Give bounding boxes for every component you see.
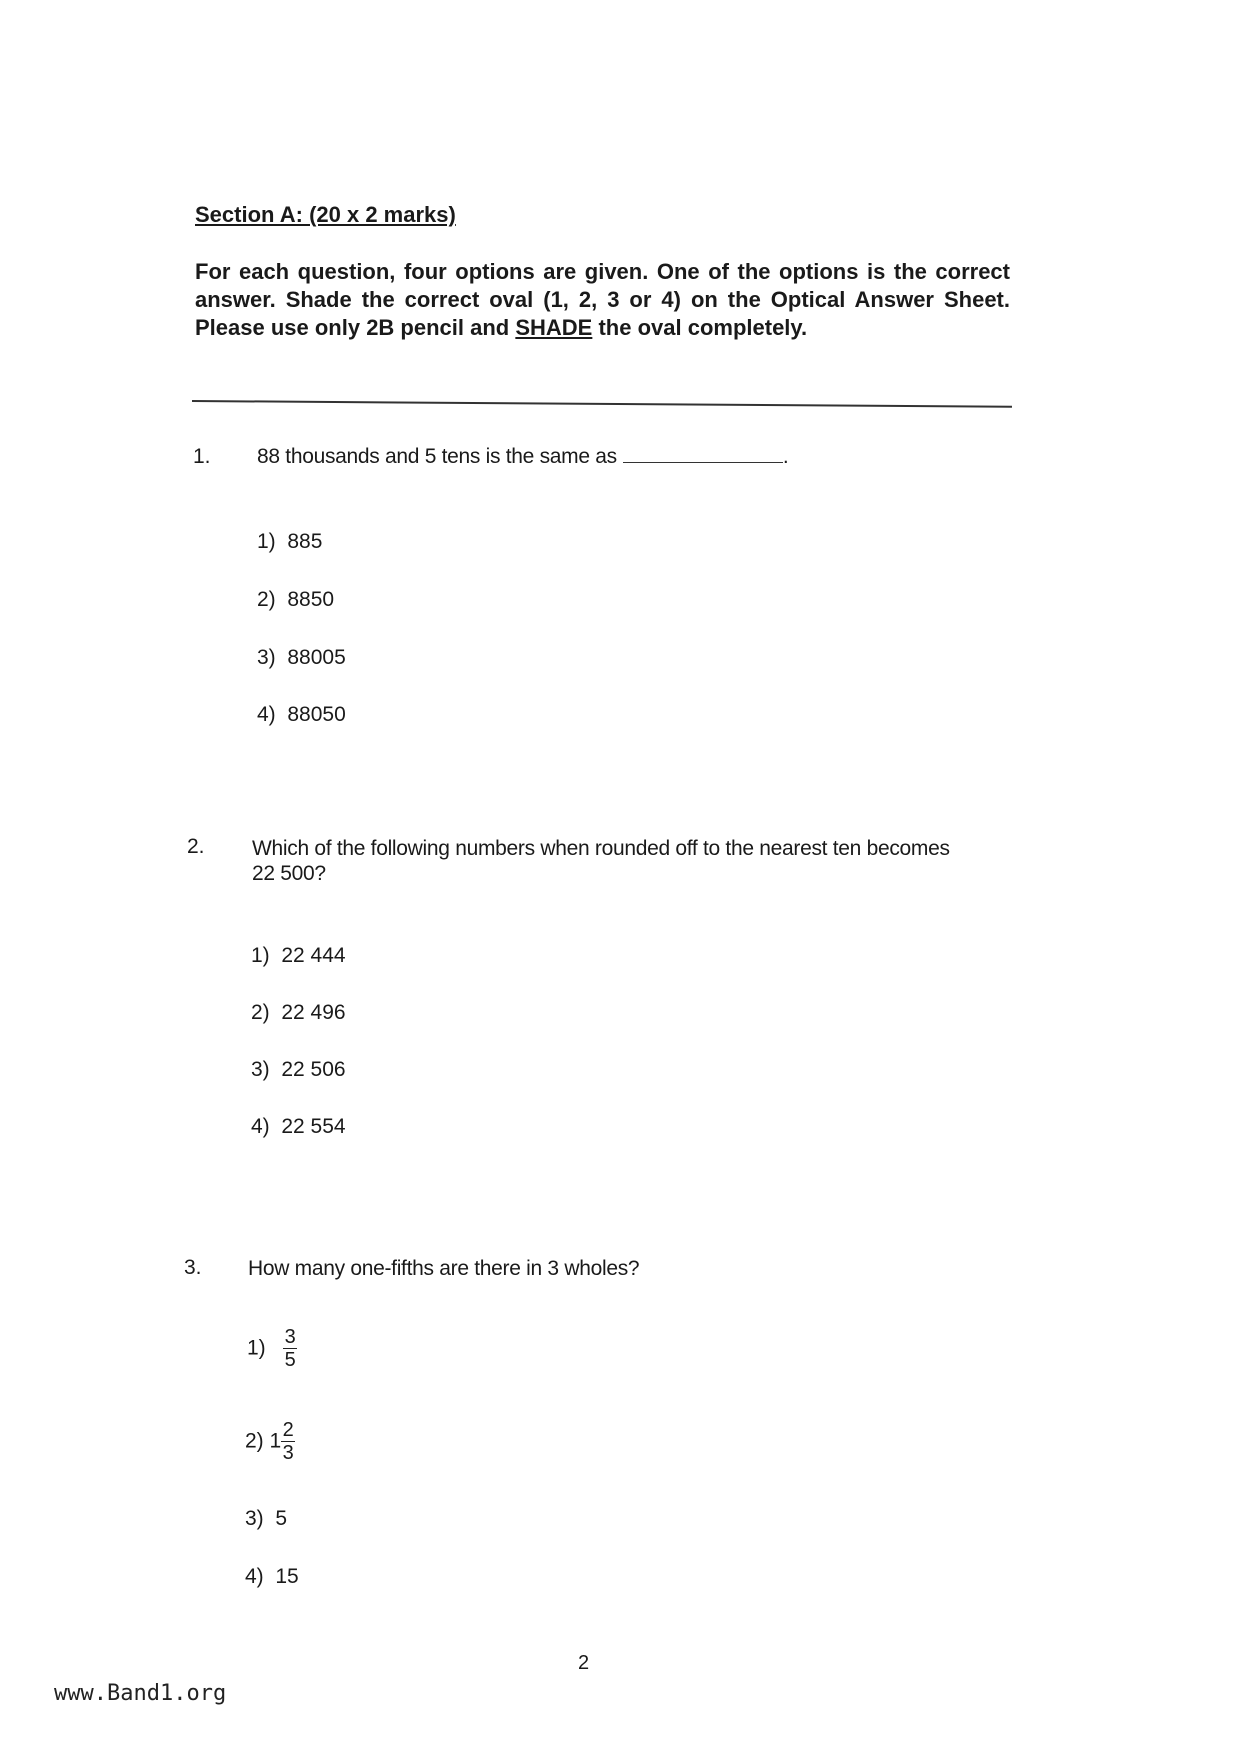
answer-blank <box>623 462 783 463</box>
watermark-url: www.Band1.org <box>54 1681 227 1706</box>
option-value: 88050 <box>287 703 346 726</box>
option <box>245 1419 295 1464</box>
option-value: 22 444 <box>281 944 346 967</box>
option-value: 22 496 <box>281 1001 346 1024</box>
option <box>251 1115 346 1139</box>
instructions <box>195 258 1010 342</box>
option <box>245 1507 287 1531</box>
instructions-text: For each question, four options are given. One of the options is the correct answer. Shade the correct oval (1, 2, 3 or 4) on the Optical Answer Sheet. Please use only 2B pencil and <box>195 259 1010 340</box>
option-label: 3) <box>245 1507 264 1530</box>
numerator: 3 <box>284 1326 296 1348</box>
denominator: 3 <box>282 1442 294 1464</box>
option-value: 22 554 <box>281 1115 346 1138</box>
option-label: 3) <box>251 1058 270 1081</box>
page-number: 2 <box>578 1652 590 1674</box>
instructions-emphasis: SHADE <box>515 315 593 340</box>
question-text: How many one-fifths are there in 3 wholes? <box>248 1257 640 1280</box>
question-text-line2: 22 500? <box>252 862 326 885</box>
option-value: 22 506 <box>281 1058 346 1081</box>
option <box>257 588 334 612</box>
option <box>257 646 346 670</box>
question-1-trail: . <box>782 445 789 468</box>
option-label: 2) <box>251 1001 270 1024</box>
option-value: 8850 <box>287 588 335 611</box>
option <box>251 944 346 968</box>
question-number: 3. <box>184 1256 202 1279</box>
option <box>251 1001 346 1025</box>
fraction <box>281 1419 295 1464</box>
option-label: 2) <box>245 1429 264 1453</box>
option-label: 4) <box>257 703 276 726</box>
option <box>257 703 346 727</box>
option-value: 15 <box>275 1565 299 1588</box>
option-label: 1) <box>251 944 270 967</box>
question-1-text: 88 thousands and 5 tens is the same as <box>257 445 617 468</box>
question-text-line1: Which of the following numbers when rounded off to the nearest ten becomes <box>252 837 950 860</box>
divider <box>192 400 1012 408</box>
option-value: 885 <box>287 530 323 553</box>
denominator: 5 <box>284 1349 296 1371</box>
option <box>247 1326 297 1371</box>
question-text <box>257 445 788 469</box>
instructions-text-end: the oval completely. <box>592 315 808 340</box>
section-title: Section A: (20 x 2 marks) <box>195 202 456 227</box>
option-value: 5 <box>275 1507 288 1530</box>
numerator: 2 <box>282 1419 294 1441</box>
option <box>245 1565 299 1589</box>
option-label: 4) <box>245 1565 264 1588</box>
option-label: 1) <box>247 1336 266 1360</box>
option <box>251 1058 346 1082</box>
option-label: 2) <box>257 588 276 611</box>
question-number: 1. <box>193 445 211 468</box>
fraction <box>283 1326 297 1371</box>
option-label: 3) <box>257 646 276 669</box>
option-value: 88005 <box>287 646 346 669</box>
option <box>257 530 322 554</box>
whole-number: 1 <box>269 1429 282 1453</box>
question-number: 2. <box>187 835 205 858</box>
option-label: 1) <box>257 530 276 553</box>
option-label: 4) <box>251 1115 270 1138</box>
